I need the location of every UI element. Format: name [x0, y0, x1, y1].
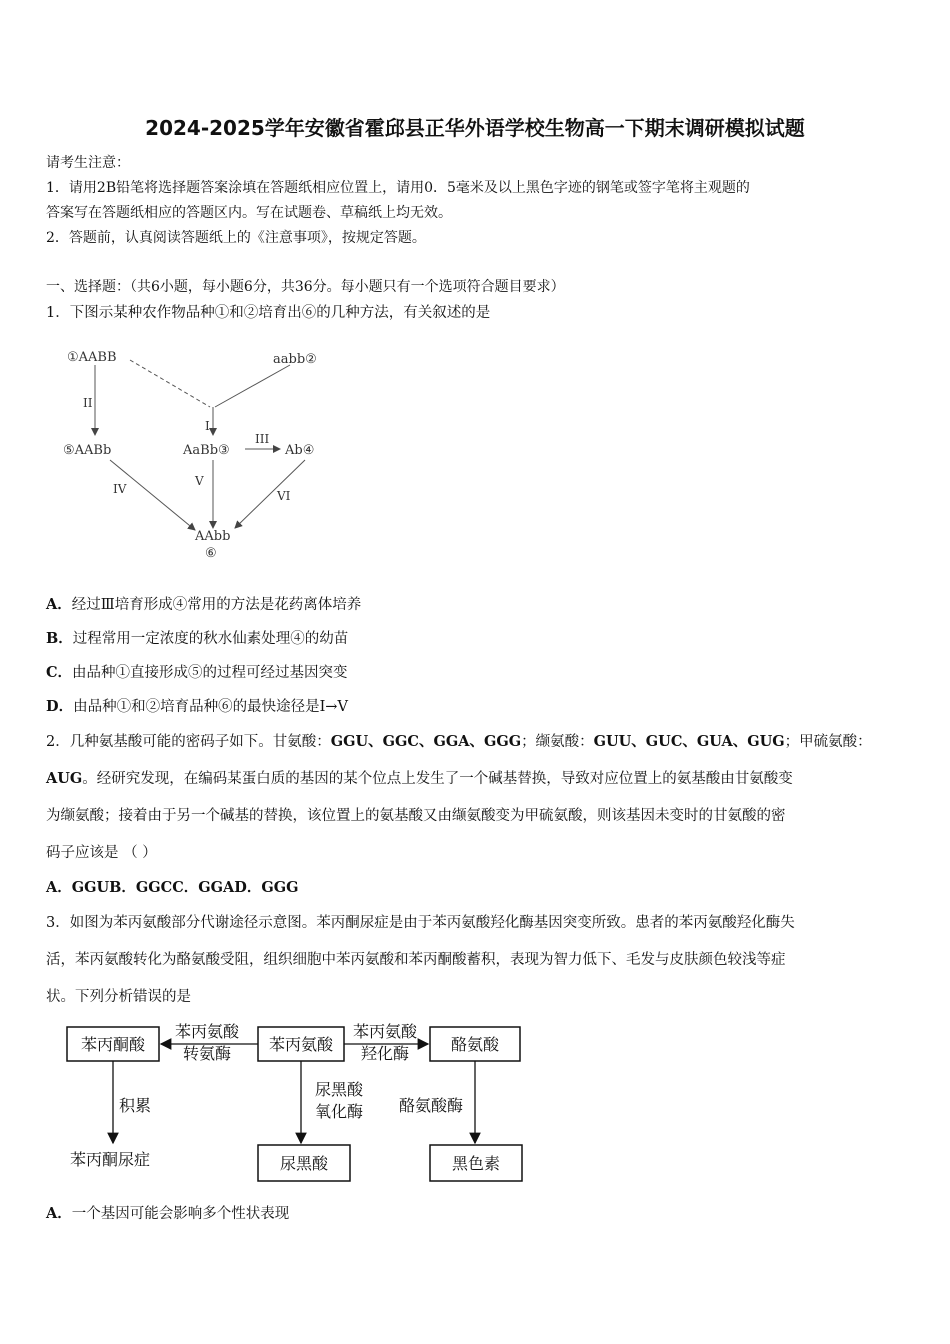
path-VI-label: VI: [277, 489, 291, 503]
option-text: 由品种①直接形成⑤的过程可经过基因突变: [72, 665, 348, 681]
q1-option-a: [46, 593, 361, 614]
q2-line-3: 为缬氨酸；接着由于另一个碱基的替换，该位置上的氨基酸又由缬氨酸变为甲硫氨酸，则该基因未变时的甘氨酸的密: [46, 808, 786, 824]
q3-line-2: 活，苯丙氨酸转化为酪氨酸受阻，组织细胞中苯丙氨酸和苯丙酮酸蓄积，表现为智力低下、毛发与皮肤颜色较浅等症: [46, 952, 786, 968]
label-homogentisate: 尿黑酸: [279, 1154, 329, 1173]
notice-line-1b: 答案写在答题纸相应的答题区内。写在试题卷、草稿纸上均无效。: [46, 205, 452, 221]
enzyme-oxidase-2: 氧化酶: [314, 1102, 364, 1121]
node-6-label: ⑥: [205, 546, 217, 561]
node-5: ⑤AABb: [63, 443, 112, 458]
node-4: Ab④: [285, 443, 315, 458]
notice-line-1: 1．请用2B铅笔将选择题答案涂填在答题纸相应位置上，请用0．5毫米及以上黑色字迹的钢笔或签字笔将主观题的: [46, 180, 750, 196]
q1-option-d: [46, 695, 348, 716]
enzyme-hydroxylase-2: 羟化酶: [360, 1044, 410, 1063]
node-1: ①AABB: [67, 350, 117, 365]
option-text: 一个基因可能会影响多个性状表现: [71, 1206, 290, 1222]
label-tyrosine: 酪氨酸: [450, 1035, 500, 1054]
path-III-label: III: [255, 432, 270, 446]
q2-codons-val: GUU、GUC、GUA、GUG: [593, 733, 785, 750]
notice-line-2: 2．答题前，认真阅读答题纸上的《注意事项》，按规定答题。: [46, 230, 426, 246]
label-accumulate: 积累: [118, 1096, 152, 1115]
option-text: 由品种①和②培育品种⑥的最快途径是Ⅰ→Ⅴ: [73, 699, 348, 715]
path-I-label: I: [205, 419, 210, 433]
enzyme-tyrosinase: 酪氨酸酶: [398, 1096, 464, 1115]
q2-text: ；甲硫氨酸：: [784, 734, 872, 750]
option-letter: D．: [46, 698, 74, 715]
path-II-label: II: [83, 396, 93, 410]
q2-text: 2．几种氨基酸可能的密码子如下。甘氨酸：: [46, 734, 331, 750]
q2-text: 。经研究发现，在编码某蛋白质的基因的某个位点上发生了一个碱基替换，导致对应位置上的氨基酸由甘氨酸变: [82, 771, 793, 787]
path-V-label: V: [195, 474, 204, 488]
node-6-genotype: AAbb: [195, 529, 231, 544]
q3-line-3: 状。下列分析错误的是: [46, 989, 191, 1005]
label-phenylalanine: 苯丙氨酸: [268, 1035, 334, 1054]
enzyme-transaminase-1: 苯丙氨酸: [174, 1022, 240, 1041]
label-pku: 苯丙酮尿症: [69, 1150, 151, 1169]
section-heading: 一、选择题：（共6小题，每小题6分，共36分。每小题只有一个选项符合题目要求）: [46, 279, 565, 295]
label-phenylpyruvate: 苯丙酮酸: [80, 1035, 146, 1054]
arrow-VI: [235, 460, 305, 528]
option-letter: C．: [46, 664, 73, 681]
q2-codons-gly: GGU、GGC、GGA、GGG: [330, 733, 522, 750]
node-2: aabb②: [273, 352, 317, 367]
option-letter: B．: [46, 630, 73, 647]
option-letter: A．: [46, 1205, 72, 1222]
q2-line-2: [46, 767, 793, 788]
label-melanin: 黑色素: [451, 1154, 501, 1173]
q1-stem: 1．下图示某种农作物品种①和②培育出⑥的几种方法，有关叙述的是: [46, 305, 491, 321]
metabolism-diagram: [55, 1015, 535, 1190]
arrow-2-to-I: [215, 365, 290, 407]
q3-line-1: 3．如图为苯丙氨酸部分代谢途径示意图。苯丙酮尿症是由于苯丙氨酸羟化酶基因突变所致。患者的苯丙氨酸羟化酶失: [46, 915, 795, 931]
path-IV-label: IV: [113, 482, 127, 496]
notice-heading: 请考生注意：: [46, 155, 130, 171]
arrow-1-to-I: [130, 360, 210, 407]
q2-text: ；缬氨酸：: [521, 734, 594, 750]
enzyme-transaminase-2: 转氨酶: [182, 1044, 232, 1063]
node-3: AaBb③: [183, 443, 230, 458]
q1-option-c: [46, 661, 348, 682]
q3-option-a: [46, 1202, 289, 1223]
option-text: 过程常用一定浓度的秋水仙素处理④的幼苗: [72, 631, 349, 647]
option-letter: A．: [46, 596, 72, 613]
page-title: 2024-2025学年安徽省霍邱县正华外语学校生物高一下期末调研模拟试题: [145, 116, 805, 140]
q2-codon-met: AUG: [46, 770, 83, 787]
q1-option-b: [46, 627, 348, 648]
enzyme-oxidase-1: 尿黑酸: [314, 1080, 364, 1099]
q2-line-1: [46, 730, 872, 751]
q2-line-4: 码子应该是 （ ）: [46, 845, 157, 861]
q2-options: A．GGUB．GGCC．GGAD．GGG: [46, 879, 299, 896]
enzyme-hydroxylase-1: 苯丙氨酸: [352, 1022, 418, 1041]
breeding-diagram: [55, 335, 345, 565]
option-text: 经过Ⅲ培育形成④常用的方法是花药离体培养: [71, 597, 362, 613]
